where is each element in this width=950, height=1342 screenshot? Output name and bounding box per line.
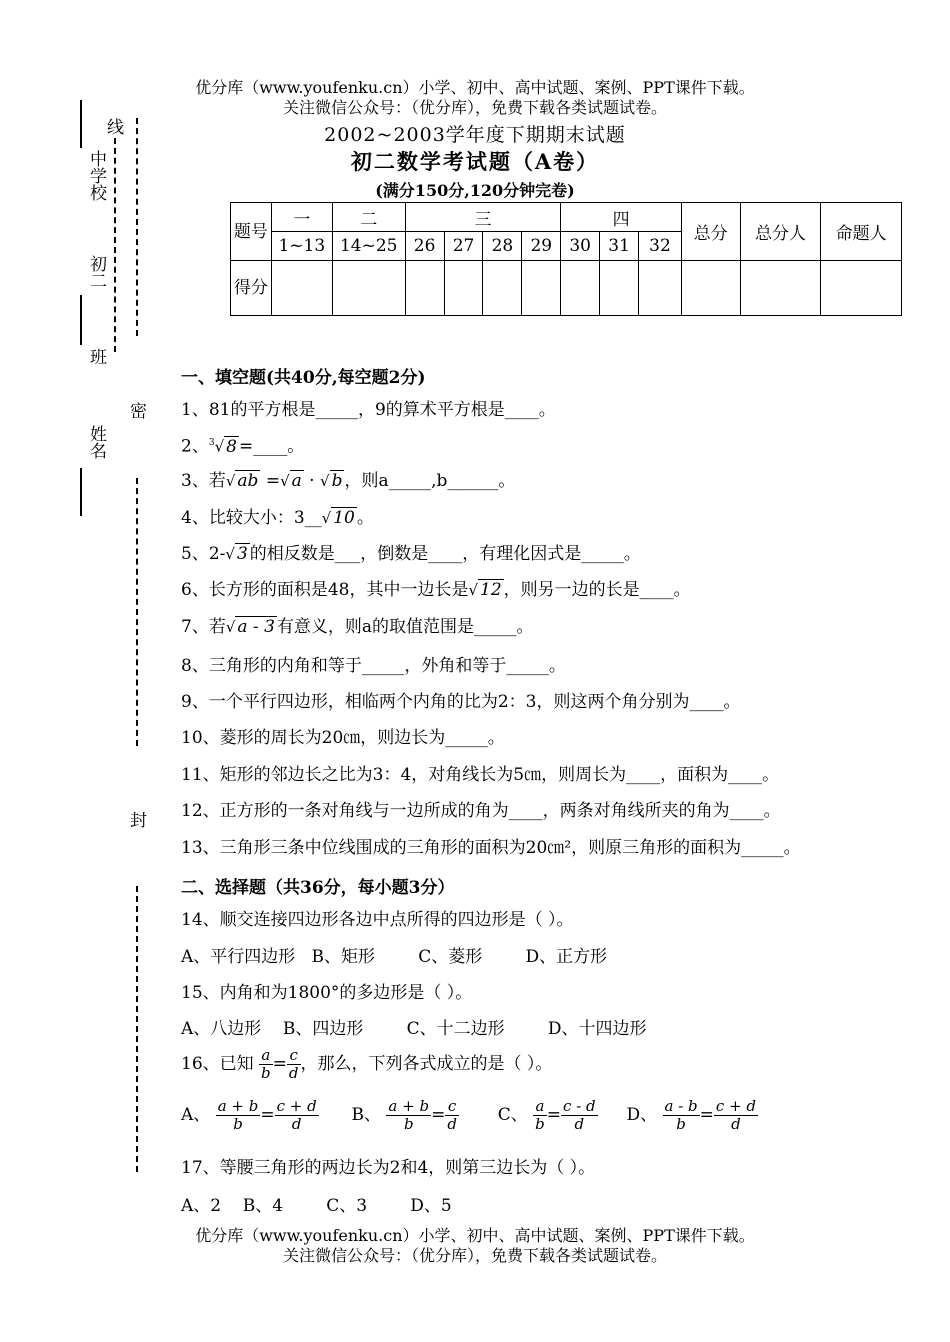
score-cell	[740, 261, 821, 316]
question-6: 6、长方形的面积是48，其中一边长是√ 12 ，则另一边的长是____。	[181, 580, 691, 600]
score-table	[230, 202, 902, 316]
score-cell	[271, 261, 332, 316]
class-label: 班	[86, 348, 106, 365]
score-cell	[639, 261, 682, 316]
fraction: $\frac{c}{d}$	[288, 1046, 299, 1082]
group-3: 三	[405, 203, 561, 232]
question-14-options: A、平行四边形 B、矩形 C、菱形 D、正方形	[181, 947, 608, 967]
group-1: 一	[271, 203, 332, 232]
question-5: 5、2-√ 3 的相反数是___，倒数是____，有理化因式是_____。	[181, 544, 641, 564]
author-header: 命题人	[821, 203, 902, 261]
question-10: 10、菱形的周长为20㎝，则边长为_____。	[181, 728, 505, 748]
exam-subtitle: 初二数学考试题（A卷）	[350, 149, 600, 174]
question-8: 8、三角形的内角和等于_____，外角和等于_____。	[181, 656, 566, 676]
fraction: $\frac{c - d}{d}$	[563, 1097, 596, 1133]
name-underline	[80, 468, 82, 516]
question-12: 12、正方形的一条对角线与一边所成的角为____，两条对角线所夹的角为____。	[181, 801, 781, 821]
question-7: 7、若√ a - 3 有意义，则a的取值范围是_____。	[181, 617, 534, 637]
binding-dashed-line	[136, 478, 138, 746]
radicand: 8	[226, 436, 237, 457]
school-label: 中学校	[86, 150, 106, 201]
score-cell	[483, 261, 522, 316]
question-2: 2、$^3$√ 8 =____。	[181, 436, 305, 457]
score-cell	[681, 261, 740, 316]
class-underline	[80, 295, 82, 345]
total-score-header: 总分	[681, 203, 740, 261]
fraction: $\frac{a}{b}$	[261, 1046, 271, 1082]
range-7: 30	[561, 232, 600, 261]
question-15: 15、内角和为1800°的多边形是（ ）。	[181, 983, 473, 1003]
question-3: 3、若√ ab =√ a · √ b ，则a_____,b______。	[181, 471, 516, 491]
fraction: $\frac{a + b}{b}$	[388, 1097, 430, 1133]
range-6: 29	[522, 232, 561, 261]
binding-dashed-line	[136, 886, 138, 1172]
range-4: 27	[444, 232, 483, 261]
question-14: 14、顺交连接四边形各边中点所得的四边形是（ ）。	[181, 910, 574, 930]
fraction: $\frac{c + d}{d}$	[276, 1097, 317, 1133]
fraction: $\frac{a - b}{b}$	[664, 1097, 698, 1133]
grade-label: 初二	[86, 255, 106, 289]
header-line-2: 关注微信公众号：（优分库），免费下载各类试题试卷。	[282, 98, 667, 117]
root-index: 3	[208, 438, 215, 448]
footer-line-1: 优分库（www.youfenku.cn）小学、初中、高中试题、案例、PPT课件下载。	[195, 1226, 755, 1245]
group-2: 二	[332, 203, 405, 232]
score-cell	[332, 261, 405, 316]
exam-title: 2002~2003学年度下期期末试题	[324, 124, 626, 146]
question-9: 9、一个平行四边形，相临两个内角的比为2：3，则这两个角分别为____。	[181, 692, 741, 712]
score-cell	[522, 261, 561, 316]
total-person-header: 总分人	[740, 203, 821, 261]
binding-dashed-line	[114, 138, 116, 352]
score-cell	[405, 261, 444, 316]
row-label-question: 题号	[231, 203, 272, 261]
score-cell	[600, 261, 639, 316]
mi-label: 密	[130, 402, 147, 422]
feng-label: 封	[130, 811, 147, 831]
section2-heading: 二、选择题（共36分，每小题3分）	[181, 878, 455, 898]
question-13: 13、三角形三条中位线围成的三角形的面积为20㎝²，则原三角形的面积为_____。	[181, 838, 801, 858]
question-15-options: A、八边形 B、四边形 C、十二边形 D、十四边形	[181, 1019, 647, 1039]
question-17-options: A、2 B、4 C、3 D、5	[181, 1196, 452, 1216]
question-4: 4、比较大小：3__√ 10 。	[181, 508, 374, 528]
range-3: 26	[405, 232, 444, 261]
question-17: 17、等腰三角形的两边长为2和4，则第三边长为（ ）。	[181, 1158, 596, 1178]
fraction: $\frac{c}{d}$	[447, 1097, 457, 1133]
group-4: 四	[561, 203, 682, 232]
range-1: 1~13	[271, 232, 332, 261]
question-11: 11、矩形的邻边长之比为3：4，对角线长为5㎝，则周长为____，面积为____。	[181, 765, 780, 785]
range-5: 28	[483, 232, 522, 261]
name-label: 姓名	[86, 425, 106, 459]
exam-note: (满分150分,120分钟完卷)	[375, 181, 575, 200]
fraction: $\frac{a}{b}$	[535, 1097, 545, 1133]
question-16: 16、已知 $\frac{a}{b}$ = $\frac{c}{d}$ ，那么，下列各式成立的是（ ）。	[181, 1046, 553, 1082]
fraction: $\frac{c + d}{d}$	[715, 1097, 757, 1133]
row-label-score: 得分	[231, 261, 272, 316]
line-label: 线	[107, 118, 124, 138]
fraction: $\frac{a + b}{b}$	[217, 1097, 259, 1133]
school-underline	[80, 100, 82, 148]
binding-dashed-line	[136, 118, 138, 336]
section1-heading: 一、填空题(共40分,每空题2分)	[181, 368, 426, 388]
range-9: 32	[639, 232, 682, 261]
range-8: 31	[600, 232, 639, 261]
header-line-1: 优分库（www.youfenku.cn）小学、初中、高中试题、案例、PPT课件下载。	[195, 78, 755, 97]
score-cell	[821, 261, 902, 316]
question-16-options: A、 $\frac{a + b}{b}$ = $\frac{c + d}{d}$ B、 $\frac{a + b}{b}$ = $\frac{c}{d}$ C、 $\frac{a}{b}$ = $\frac{c - d}{d}$ D、 $\frac{a - b}{b}$ = $\frac{c + d}{d}$	[181, 1097, 757, 1133]
footer-line-2: 关注微信公众号：（优分库），免费下载各类试题试卷。	[282, 1246, 667, 1265]
score-cell	[561, 261, 600, 316]
score-cell	[444, 261, 483, 316]
range-2: 14~25	[332, 232, 405, 261]
question-1: 1、81的平方根是_____，9的算术平方根是____。	[181, 400, 556, 420]
